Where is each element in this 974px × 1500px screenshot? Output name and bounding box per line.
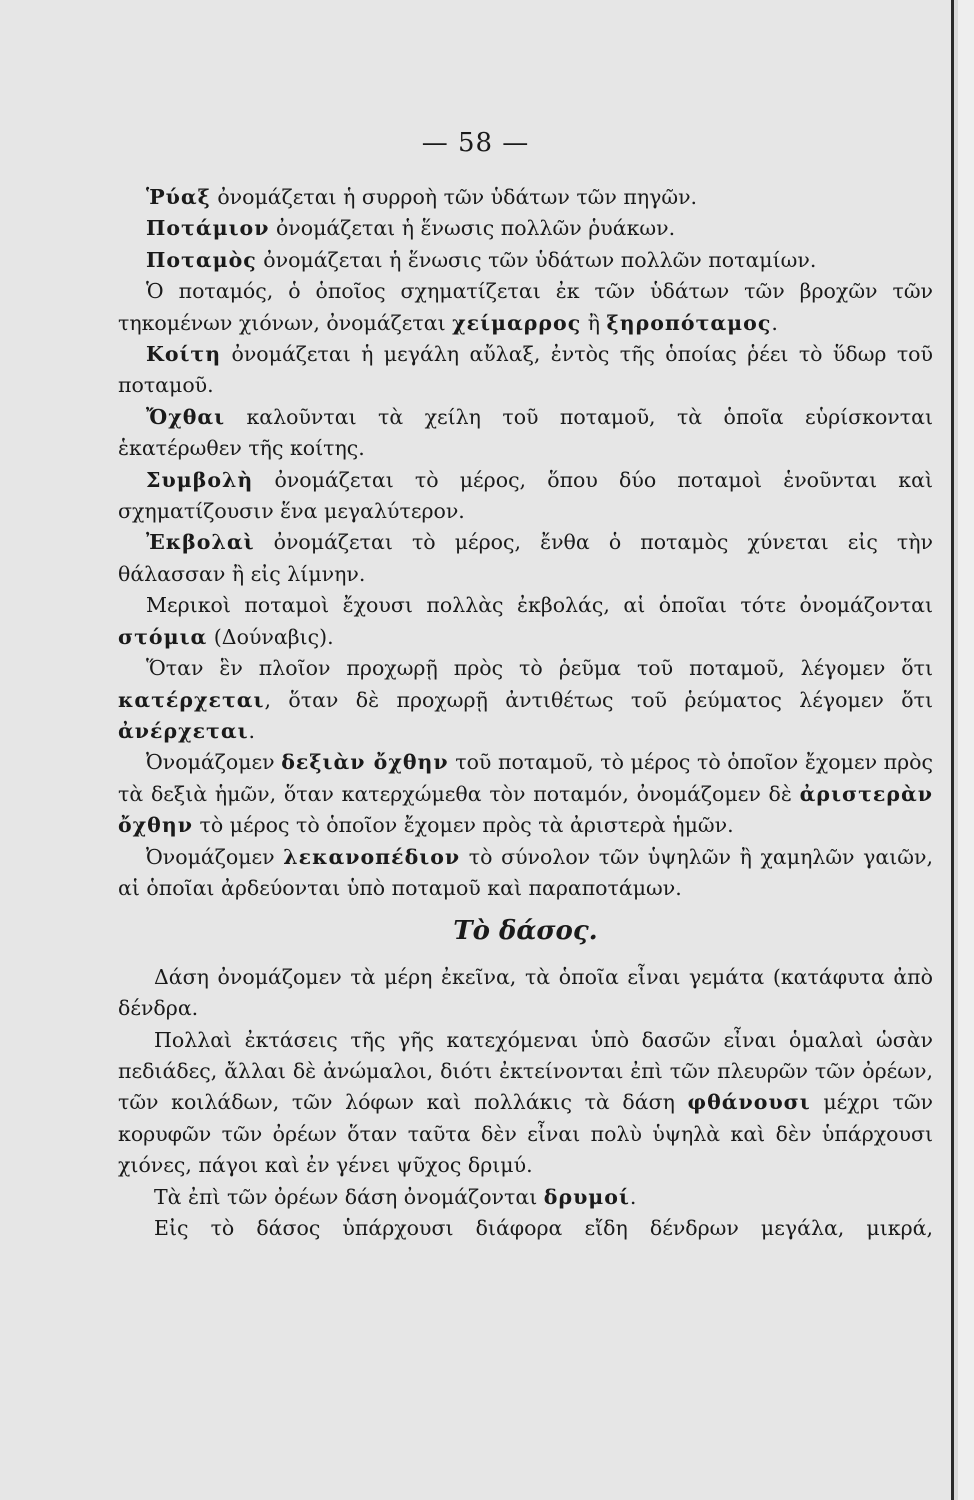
paragraph: Ὁ ποταμός, ὁ ὁποῖος σχηματίζεται ἐκ τῶν ὑδάτων τῶν βροχῶν τῶν τηκομένων χιόνων, ὀνομάζεται χείμαρρος ἢ ξηροπόταμος. [118, 279, 933, 335]
term: Ἐκβολαὶ [146, 530, 255, 555]
paragraph: Κοίτη ὀνομάζεται ἡ μεγάλη αὔλαξ, ἐντὸς τῆς ὁποίας ῥέει τὸ ὕδωρ τοῦ ποταμοῦ. [118, 342, 933, 398]
paragraph: Μερικοὶ ποταμοὶ ἔχουσι πολλὰς ἐκβολάς, αἱ ὁποῖαι τότε ὀνομάζονται στόμια (Δούναβις). [118, 593, 933, 649]
term: ἀριστερὰν ὄχθην [118, 781, 933, 838]
paragraph: Ὀνομάζομεν δεξιὰν ὄχθην τοῦ ποταμοῦ, τὸ μέρος τὸ ὁποῖον ἔχομεν πρὸς τὰ δεξιὰ ἡμῶν, ὅταν κατερχώμεθα τὸν ποταμόν, ὀνομάζομεν δὲ ἀριστερὰν ὄχθην τὸ μέρος τὸ ὁποῖον ἔχομεν πρὸς τὰ ἀριστερὰ ἡμῶν. [118, 750, 933, 838]
term: ξηροπόταμος [606, 310, 772, 335]
paragraph: Ποταμὸς ὀνομάζεται ἡ ἕνωσις τῶν ὑδάτων πολλῶν ποταμίων. [146, 247, 817, 272]
page-number: — 58 — [421, 128, 530, 158]
term: Ποταμὸς [146, 247, 257, 272]
body-text [118, 182, 933, 1244]
term: Κοίτη [146, 342, 222, 367]
paragraph: Πολλαὶ ἐκτάσεις τῆς γῆς κατεχόμεναι ὑπὸ δασῶν εἶναι ὁμαλαὶ ὡσὰν πεδιάδες, ἄλλαι δὲ ἀνώμαλοι, διότι ἐκτείνονται ἐπὶ τῶν πλευρῶν τῶν ὀρέων, τῶν κοιλάδων, τῶν λόφων καὶ πολλάκις τὰ δάση φθάνουσι μέχρι τῶν κορυφῶν τῶν ὀρέων ὅταν ταῦτα δὲν εἶναι πολὺ ὑψηλὰ καὶ δὲν ὑπάρχουσι χιόνες, πάγοι καὶ ἐν γένει ψῦχος δριμύ. [118, 1027, 933, 1178]
term: φθάνουσι [687, 1090, 811, 1115]
term: στόμια [118, 624, 208, 649]
paragraph: Εἰς τὸ δάσος ὑπάρχουσι διάφορα εἴδη δένδρων μεγάλα, μικρά, [154, 1216, 933, 1240]
paragraph: Δάση ὀνομάζομεν τὰ μέρη ἐκεῖνα, τὰ ὁποῖα εἶναι γεμάτα (κατάφυτα ἀπὸ δένδρα. [118, 964, 933, 1021]
paragraph: Ἐκβολαὶ ὀνομάζεται τὸ μέρος, ἔνθα ὁ ποταμὸς χύνεται εἰς τὴν θάλασσαν ἢ εἰς λίμνην. [118, 530, 933, 586]
term: κατέρχεται [118, 687, 265, 712]
term: χείμαρρος [452, 310, 582, 335]
paragraph: Ποτάμιον ὀνομάζεται ἡ ἕνωσις πολλῶν ῥυάκων. [146, 216, 676, 241]
paragraph: Συμβολὴ ὀνομάζεται τὸ μέρος, ὅπου δύο ποταμοὶ ἑνοῦνται καὶ σχηματίζουσιν ἕνα μεγαλύτερον. [118, 467, 933, 524]
term: δεξιὰν ὄχθην [281, 750, 449, 775]
paragraph: Ὅταν ἓν πλοῖον προχωρῇ πρὸς τὸ ῥεῦμα τοῦ ποταμοῦ, λέγομεν ὅτι κατέρχεται, ὅταν δὲ προχωρῇ ἀντιθέτως τοῦ ῥεύματος λέγομεν ὅτι ἀνέρχεται. [118, 656, 933, 743]
term: λεκανοπέδιον [283, 844, 461, 869]
term: δρυμοί [543, 1184, 630, 1209]
paragraph: Ὄχθαι καλοῦνται τὰ χείλη τοῦ ποταμοῦ, τὰ ὁποῖα εὑρίσκονται ἑκατέρωθεν τῆς κοίτης. [118, 404, 933, 461]
term: Ῥύαξ [146, 185, 211, 209]
term: ἀνέρχεται [118, 718, 249, 743]
paragraph: Τὰ ἐπὶ τῶν ὀρέων δάση ὀνομάζονται δρυμοί. [154, 1184, 637, 1209]
section-heading: Τὸ δάσος. [453, 916, 598, 947]
term: Συμβολὴ [146, 467, 254, 492]
adjacent-page-edge [958, 0, 974, 1500]
term: Ποτάμιον [146, 216, 270, 241]
term: Ὄχθαι [146, 404, 226, 429]
paragraph: Ὀνομάζομεν λεκανοπέδιον τὸ σύνολον τῶν ὑψηλῶν ἢ χαμηλῶν γαιῶν, αἱ ὁποῖαι ἀρδεύονται ὑπὸ ποταμοῦ καὶ παραποτάμων. [118, 844, 933, 900]
paragraph: Ῥύαξ ὀνομάζεται ἡ συρροὴ τῶν ὑδάτων τῶν πηγῶν. [146, 185, 698, 209]
